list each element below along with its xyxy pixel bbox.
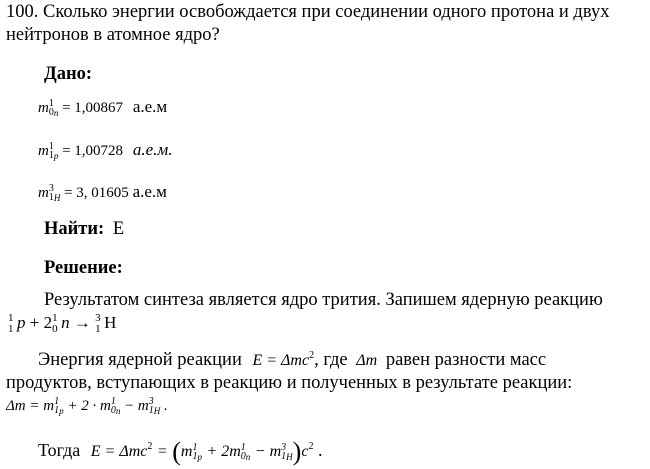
energy-formula: E = Δmc	[252, 352, 310, 370]
given-heading: Дано:	[44, 64, 93, 84]
solution-paragraph-2-line2: продуктов, вступающих в реакцию и полученных в результате реакции:	[6, 373, 573, 393]
given-row-proton: m 1 1 $_p$ = 1,00728 а.е.м.	[38, 140, 173, 161]
given-row-tritium: m 3 1 $_H$ = 3, 01605 а.е.м	[38, 182, 167, 203]
given-unit: а.е.м.	[132, 140, 173, 159]
given-unit: а.е.м	[132, 182, 167, 201]
given-row-neutron: m 1 0 $_n$ = 1,00867 а.е.м	[38, 97, 168, 118]
problem-title: 100. Сколько энергии освобождается при соединении одного протона и двух	[6, 2, 610, 22]
find-heading: Найти:	[44, 219, 105, 239]
reaction-equation: 1 1 p + 2 1 0 n → 3 1 H	[8, 312, 117, 335]
find-value: E	[112, 219, 125, 239]
solution-heading: Решение:	[44, 258, 123, 278]
isotope-index: 1 0	[48, 98, 54, 118]
mass-symbol: m	[38, 100, 49, 116]
given-value: = 1,00867	[62, 100, 124, 116]
solution-paragraph-2: Энергия ядерной реакции E = Δmc$^2$, где Δm равен разности масс	[38, 350, 547, 371]
problem-title-line2: нейтронов в атомное ядро?	[6, 25, 220, 45]
solution-paragraph-1: Результатом синтеза является ядро трития. Запишем ядерную реакцию	[44, 290, 603, 310]
given-unit: а.е.м	[132, 97, 168, 116]
delta-m: Δm	[356, 352, 378, 370]
mass-defect-formula: Δm = m 1 1 $_p$ + 2 · m 1 0 $_n$ − m 3 1 $_H$ .	[6, 396, 168, 416]
find-line	[44, 219, 124, 240]
final-formula: Тогда E = Δmc$^2$ = (m 1 1 $_p$ + 2m 1 0 $_n$ − m 3 1 $_H)c^2$ .	[38, 437, 323, 466]
